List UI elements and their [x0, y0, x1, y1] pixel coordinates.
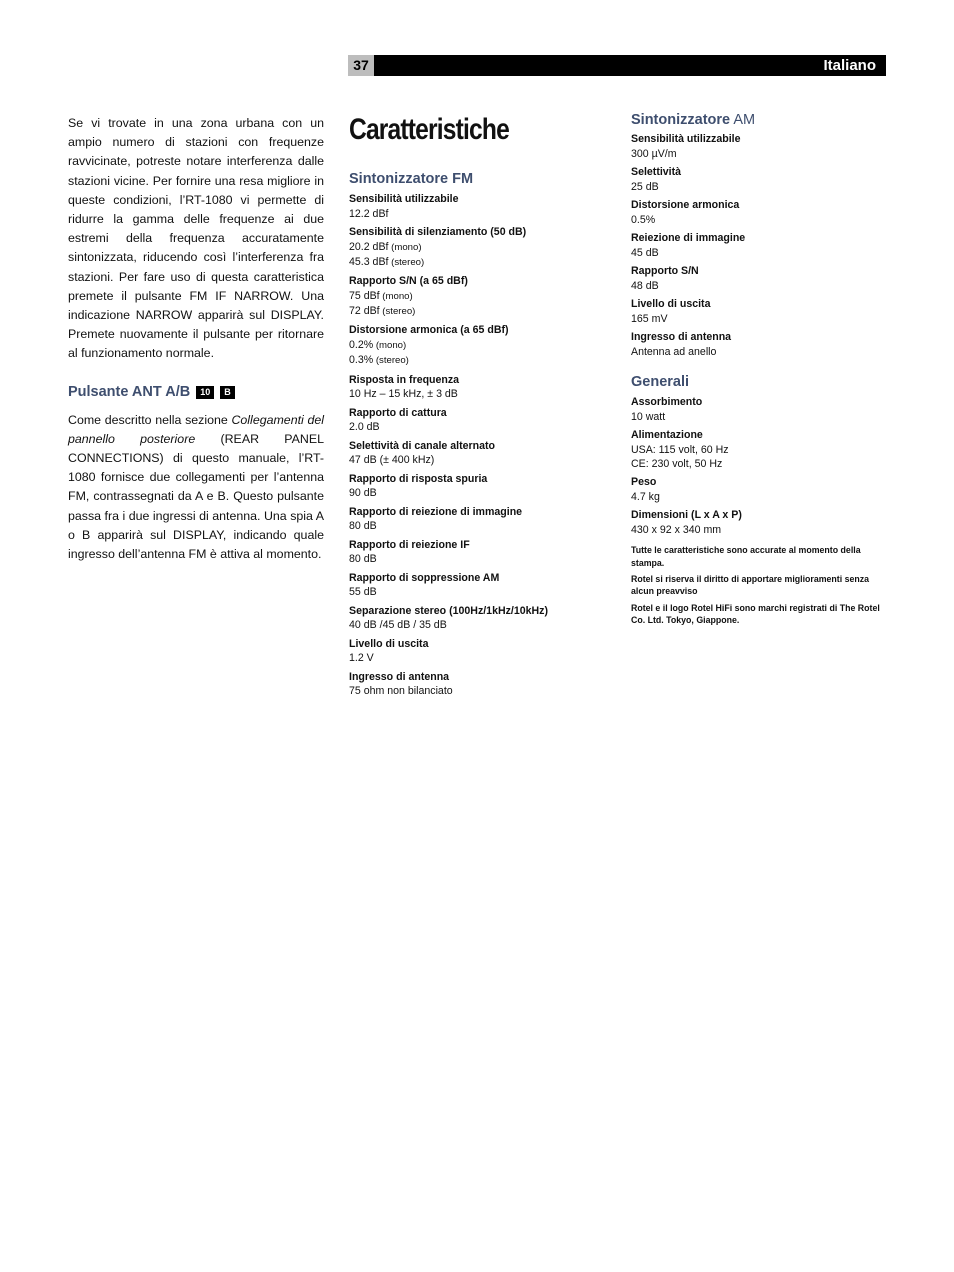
spec-label: Rapporto S/N (a 65 dBf) — [349, 275, 468, 288]
spec-item — [349, 324, 599, 368]
spec-value: 45 dB — [631, 246, 659, 259]
am-heading-bold: Sintonizzatore — [631, 112, 731, 128]
spec-value: 45.3 dBf (stereo) — [349, 256, 425, 268]
spec-label: Selettività di canale alternato — [349, 439, 496, 452]
spec-value: 10 watt — [631, 410, 666, 423]
spec-value: 4.7 kg — [631, 491, 660, 503]
spec-item — [349, 440, 599, 468]
spec-item — [631, 509, 881, 537]
spec-item — [631, 166, 881, 194]
spec-label: Alimentazione — [631, 429, 703, 441]
spec-label: Distorsione armonica — [631, 199, 740, 211]
spec-value: 72 dBf (stereo) — [349, 305, 416, 318]
spec-item — [631, 199, 881, 227]
spec-value: 1.2 V — [349, 652, 374, 665]
page-title: Caratteristiche — [349, 113, 509, 146]
spec-item — [631, 396, 881, 424]
ant-text-2: (REAR PANEL CONNECTIONS) di questo manuale, l’RT-1080 fornisce due collegamenti per l’antenna FM, contrassegnati da A e B. Questo pulsante passa fra i due ingressi di antenna. Una spia A o B apparirà sul DISPLAY, indicando quale ingresso dell’antenna FM è attiva al momento. — [68, 431, 324, 562]
spec-item — [349, 671, 599, 699]
page-number: 37 — [348, 55, 374, 76]
spec-value: 20.2 dBf (mono) — [349, 240, 422, 253]
spec-item — [631, 476, 881, 504]
spec-label: Rapporto S/N — [631, 265, 699, 277]
am-heading — [631, 112, 881, 128]
spec-label: Sensibilità utilizzabile — [631, 133, 741, 145]
ant-text-italic: Collegamenti del pannello posteriore — [68, 412, 324, 446]
intro-paragraph: Se vi trovate in una zona urbana con un ampio numero di stazioni con frequenze ravvicinate, potreste notare interferenza dalle stazioni vicine. Per fornire una resa migliore in queste condizioni, l’RT-1080 vi permette di ridurre la gamma delle frequenze ai due estremi della frequenza accuratamente sintonizzata, riducendo così l’interferenza fra stazioni. Per fare uso di questa caratteristica premete il pulsante FM IF NARROW. Una indicazione NARROW apparirà sul DISPLAY. Premete nuovamente il pulsante per ritornare al funzionamento normale. — [68, 116, 324, 361]
spec-value: Antenna ad anello — [631, 345, 717, 358]
spec-label: Rapporto di reiezione di immagine — [349, 505, 523, 518]
right-column — [631, 112, 881, 631]
middle-column — [349, 108, 599, 704]
spec-item — [349, 226, 599, 270]
spec-value: CE: 230 volt, 50 Hz — [631, 458, 723, 470]
spec-item — [349, 638, 599, 666]
general-spec-list — [631, 396, 881, 537]
spec-value: 55 dB — [349, 586, 377, 599]
footnote: Rotel e il logo Rotel HiFi sono marchi registrati di The Rotel Co. Ltd. Tokyo, Giappone. — [631, 602, 880, 626]
ant-text-1: Come descritto nella sezione — [68, 412, 232, 427]
spec-label: Rapporto di reiezione IF — [349, 538, 470, 551]
spec-item — [349, 374, 599, 402]
spec-value: 25 dB — [631, 180, 659, 193]
footnote: Tutte le caratteristiche sono accurate al momento della stampa. — [631, 545, 861, 568]
spec-item — [349, 473, 599, 501]
spec-item — [349, 539, 599, 567]
spec-label: Sensibilità di silenziamento (50 dB) — [349, 226, 527, 238]
spec-value: 12.2 dBf — [349, 207, 389, 220]
fm-heading: Sintonizzatore FM — [349, 171, 474, 187]
footnote: Rotel si riserva il diritto di apportare miglioramenti senza alcun preavviso — [631, 574, 870, 597]
spec-item — [349, 506, 599, 534]
spec-value: 75 dBf (mono) — [349, 290, 413, 302]
spec-value: 10 Hz – 15 kHz, ± 3 dB — [349, 388, 458, 401]
spec-label: Dimensioni (L x A x P) — [631, 509, 742, 522]
spec-label: Livello di uscita — [349, 637, 429, 650]
spec-item — [631, 133, 881, 161]
spec-item — [349, 407, 599, 435]
spec-value: 80 dB — [349, 520, 377, 533]
spec-label: Ingresso di antenna — [349, 670, 450, 683]
spec-value: 48 dB — [631, 279, 659, 292]
spec-label: Reiezione di immagine — [631, 232, 746, 244]
spec-item — [631, 298, 881, 326]
spec-item — [631, 429, 881, 471]
spec-value: 80 dB — [349, 553, 377, 566]
spec-value: USA: 115 volt, 60 Hz — [631, 443, 729, 456]
spec-label: Assorbimento — [631, 396, 703, 408]
spec-value: 300 µV/m — [631, 147, 677, 160]
spec-label: Ingresso di antenna — [631, 331, 732, 343]
spec-value: 430 x 92 x 340 mm — [631, 524, 722, 536]
spec-item — [349, 605, 599, 633]
spec-value: 90 dB — [349, 487, 377, 500]
spec-item — [631, 265, 881, 293]
general-notes — [631, 544, 881, 626]
spec-label: Sensibilità utilizzabile — [349, 193, 459, 205]
spec-item — [631, 232, 881, 260]
spec-value: 165 mV — [631, 312, 668, 325]
spec-item — [349, 572, 599, 600]
spec-label: Separazione stereo (100Hz/1kHz/10kHz) — [349, 604, 549, 617]
header-bar — [348, 55, 886, 76]
spec-value: 0.3% (stereo) — [349, 354, 409, 367]
general-heading: Generali — [631, 374, 690, 390]
ant-heading-text: Pulsante ANT A/B — [68, 383, 191, 400]
spec-label: Rapporto di soppressione AM — [349, 571, 500, 584]
spec-value: 40 dB /45 dB / 35 dB — [349, 619, 447, 632]
spec-label: Peso — [631, 476, 657, 489]
spec-item — [349, 275, 599, 319]
spec-label: Risposta in frequenza — [349, 373, 460, 386]
spec-value: 47 dB (± 400 kHz) — [349, 454, 435, 467]
spec-label: Rapporto di cattura — [349, 406, 447, 419]
spec-label: Distorsione armonica (a 65 dBf) — [349, 324, 509, 337]
am-spec-list — [631, 133, 881, 359]
language-label: Italiano — [823, 57, 876, 74]
fm-spec-list — [349, 193, 599, 699]
am-heading-light: AM — [730, 112, 756, 128]
badge-b: B — [220, 386, 235, 399]
spec-value: 0.5% — [631, 213, 656, 226]
spec-value: 75 ohm non bilanciato — [349, 685, 453, 698]
left-column — [68, 114, 324, 564]
spec-value: 2.0 dB — [349, 421, 380, 434]
spec-value: 0.2% (mono) — [349, 339, 407, 352]
spec-item — [349, 193, 599, 221]
spec-label: Rapporto di risposta spuria — [349, 472, 488, 485]
spec-label: Livello di uscita — [631, 298, 711, 310]
ant-heading — [68, 384, 324, 400]
spec-label: Selettività — [631, 166, 682, 178]
spec-item — [631, 331, 881, 359]
ant-paragraph — [68, 411, 324, 565]
badge-10: 10 — [196, 386, 214, 399]
